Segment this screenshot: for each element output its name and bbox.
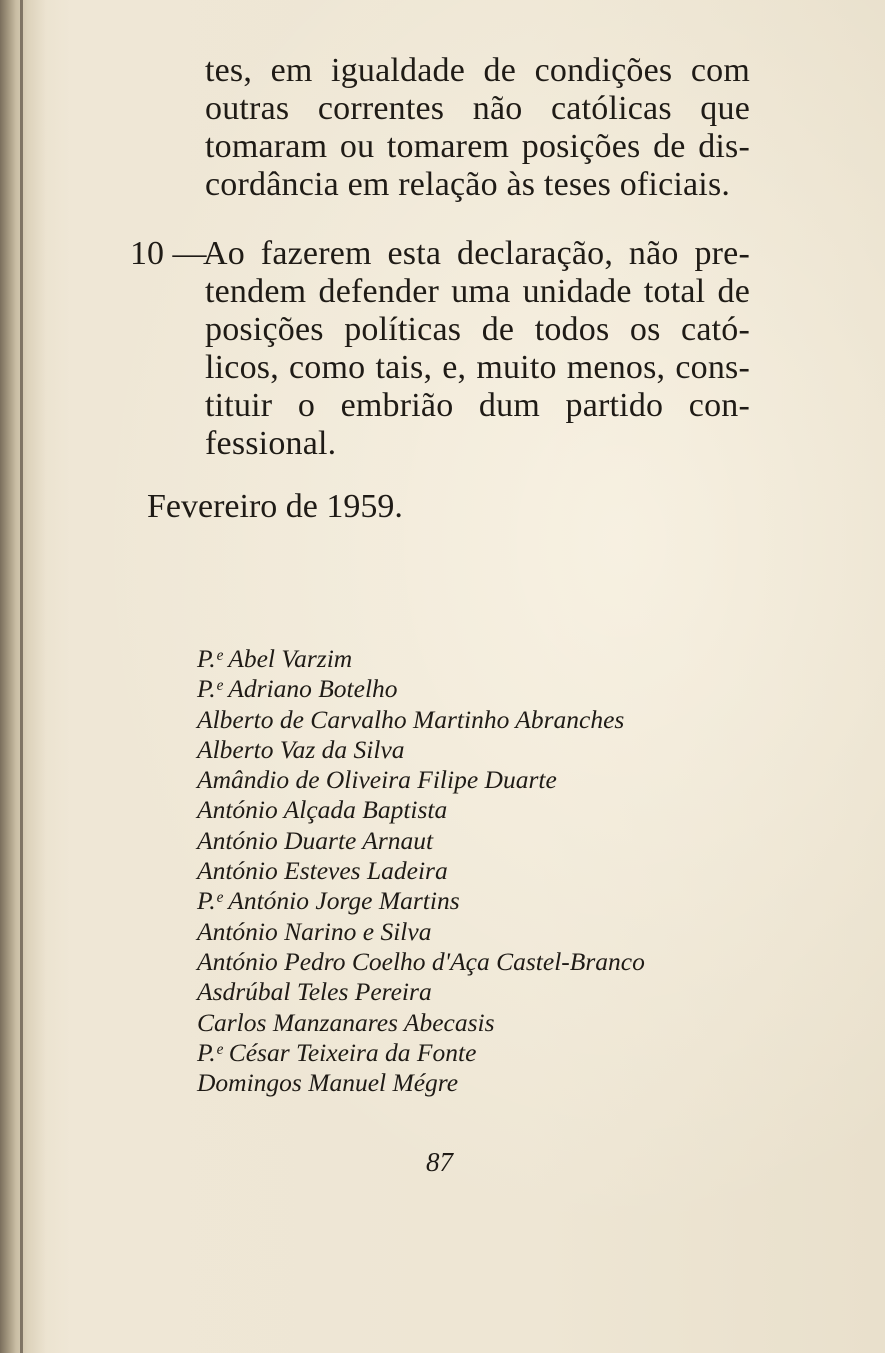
signatory-name: António Esteves Ladeira xyxy=(197,856,448,886)
date-line: Fevereiro de 1959. xyxy=(147,488,403,525)
text-line: posições políticas de todos os cató- xyxy=(205,311,750,348)
text-line: tendem defender uma unidade total de xyxy=(205,273,750,310)
signatory-name: Asdrúbal Teles Pereira xyxy=(197,977,432,1007)
signatory-name: Alberto de Carvalho Martinho Abranches xyxy=(197,704,625,734)
signatory-name: Domingos Manuel Mégre xyxy=(197,1068,459,1098)
text-line: cordância em relação às teses oficiais. xyxy=(205,166,731,203)
signatory-name: Carlos Manzanares Abecasis xyxy=(197,1007,495,1037)
text-line: tomaram ou tomarem posições de dis- xyxy=(205,128,750,165)
signatory-name: P.ᵉ César Teixeira da Fonte xyxy=(197,1037,477,1067)
signatory-name: P.ᵉ Abel Varzim xyxy=(197,644,353,673)
signatory-name: António Alçada Baptista xyxy=(197,795,448,825)
text-line: tituir o embrião dum partido con- xyxy=(205,387,750,424)
text-line: outras correntes não católicas que xyxy=(205,90,750,127)
signatory-name: P.ᵉ Adriano Botelho xyxy=(197,674,398,704)
signatories-list xyxy=(197,644,645,1098)
text-line: licos, como tais, e, muito menos, cons- xyxy=(205,349,750,386)
signatory-name: P.ᵉ António Jorge Martins xyxy=(197,886,460,916)
item-number: 10 — xyxy=(130,235,207,272)
signatory-name: Alberto Vaz da Silva xyxy=(197,734,405,764)
signatory-name: António Duarte Arnaut xyxy=(197,825,434,855)
text-line: Ao fazerem esta declaração, não pre- xyxy=(203,235,750,272)
page-number xyxy=(0,1146,885,1178)
text-line: tes, em igualdade de condições com xyxy=(205,52,750,89)
signatory-name: Amândio de Oliveira Filipe Duarte xyxy=(197,765,557,795)
page-number-text: 87 xyxy=(426,1147,453,1177)
signatory-name: António Pedro Coelho d'Aça Castel-Branco xyxy=(197,946,645,976)
text-line: fessional. xyxy=(205,425,337,462)
signatory-name: António Narino e Silva xyxy=(197,916,432,946)
